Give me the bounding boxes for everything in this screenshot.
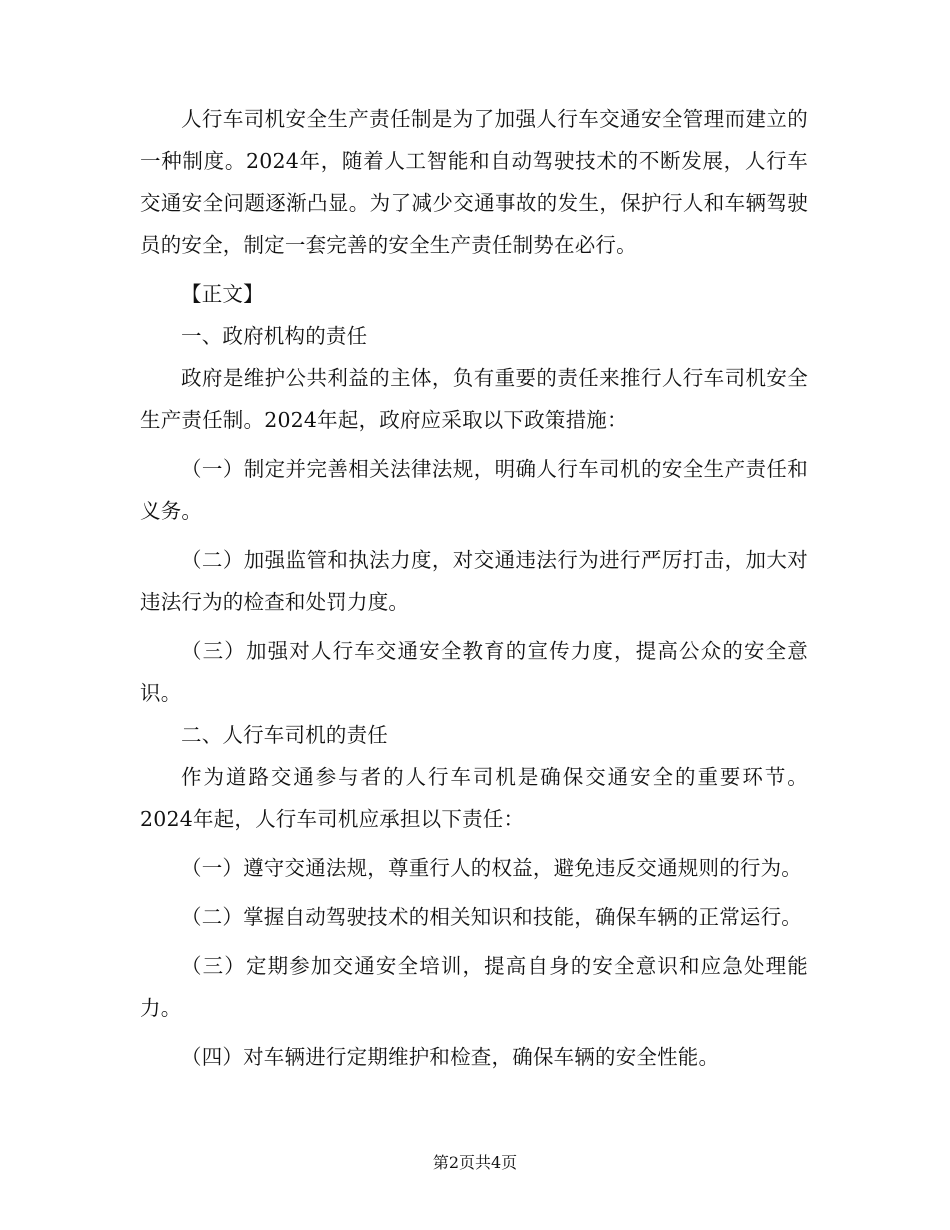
list-item-government-1: （一）制定并完善相关法律法规，明确人行车司机的安全生产责任和义务。 (140, 457, 808, 523)
paragraph-driver-intro: 作为道路交通参与者的人行车司机是确保交通安全的重要环节。2024年起，人行车司机应承担以下责任： (140, 765, 808, 831)
list-item-government-3: （三）加强对人行车交通安全教育的宣传力度，提高公众的安全意识。 (140, 639, 808, 705)
list-item-driver-4: （四）对车辆进行定期维护和检查，确保车辆的安全性能。 (181, 1045, 720, 1069)
list-item-driver-1: （一）遵守交通法规，尊重行人的权益，避免违反交通规则的行为。 (181, 856, 802, 880)
document-body (140, 98, 808, 1078)
heading-driver-responsibility: 二、人行车司机的责任 (181, 723, 388, 747)
list-item-driver-3: （三）定期参加交通安全培训，提高自身的安全意识和应急处理能力。 (140, 954, 808, 1020)
page-number-footer: 第2页共4页 (432, 1153, 518, 1172)
section-marker-main-text: 【正文】 (181, 282, 264, 306)
paragraph-government-intro: 政府是维护公共利益的主体，负有重要的责任来推行人行车司机安全生产责任制。2024年起，政府应采取以下政策措施： (140, 366, 808, 432)
list-item-government-2: （二）加强监管和执法力度，对交通违法行为进行严厉打击，加大对违法行为的检查和处罚力度。 (140, 548, 808, 614)
list-item-driver-2: （二）掌握自动驾驶技术的相关知识和技能，确保车辆的正常运行。 (181, 905, 802, 929)
intro-paragraph: 人行车司机安全生产责任制是为了加强人行车交通安全管理而建立的一种制度。2024年，随着人工智能和自动驾驶技术的不断发展，人行车交通安全问题逐渐凸显。为了减少交通事故的发生，保护行人和车辆驾驶员的安全，制定一套完善的安全生产责任制势在必行。 (140, 107, 808, 257)
heading-government-responsibility: 一、政府机构的责任 (181, 324, 368, 348)
